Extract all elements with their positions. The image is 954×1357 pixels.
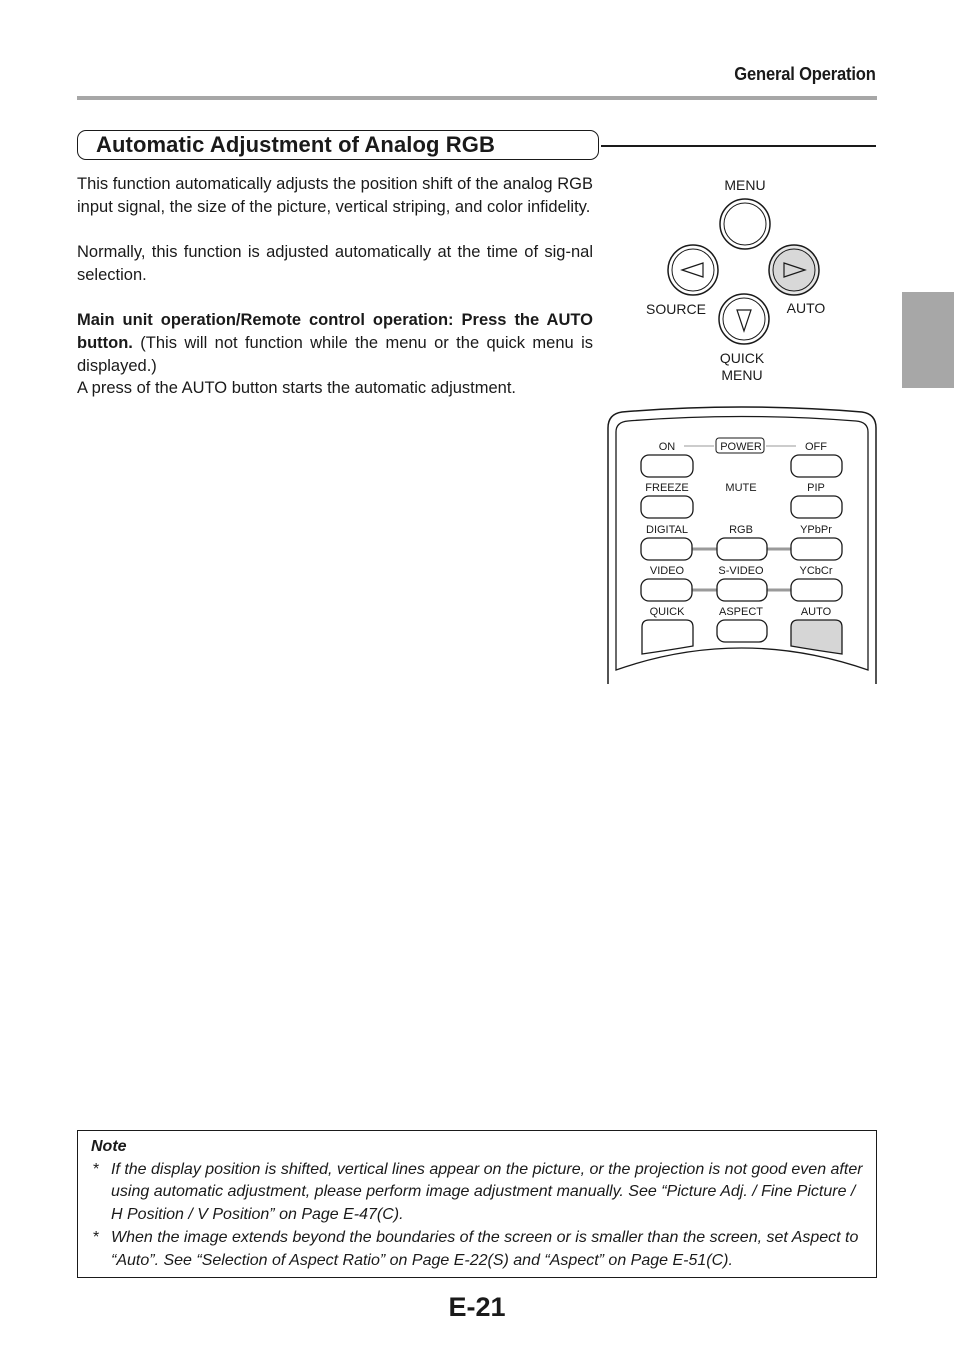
remote-freeze-button bbox=[641, 496, 693, 518]
section-label: General Operation bbox=[734, 64, 876, 84]
note-item bbox=[91, 1159, 866, 1227]
operation-instruction: Main unit operation/Remote control operation: Press the AUTO button. bbox=[77, 311, 593, 352]
source-button bbox=[668, 245, 718, 295]
remote-label-off: OFF bbox=[805, 441, 827, 453]
remote-label-aspect: ASPECT bbox=[718, 606, 764, 618]
remote-pip-button bbox=[791, 496, 842, 518]
main-unit-panel bbox=[646, 177, 825, 383]
remote-label-freeze: FREEZE bbox=[645, 482, 689, 494]
auto-button bbox=[769, 245, 819, 295]
remote-s-video-button bbox=[717, 579, 767, 601]
remote-auto-button bbox=[791, 620, 842, 654]
source-label: SOURCE bbox=[646, 301, 706, 317]
remote-control bbox=[608, 407, 876, 684]
remote-digital-button bbox=[641, 538, 692, 560]
bullet-asterisk: * bbox=[93, 1160, 100, 1178]
paragraph-result: A press of the AUTO button starts the automatic adjustment. bbox=[77, 379, 517, 398]
remote-label-s-video: S-VIDEO bbox=[718, 565, 764, 577]
note-title: Note bbox=[91, 1138, 127, 1155]
remote-quick-button bbox=[642, 620, 693, 654]
button-diagram bbox=[600, 170, 890, 690]
auto-label: AUTO bbox=[786, 300, 826, 316]
operation-caveat: (This will not function while the menu or the quick menu is displayed.) bbox=[77, 333, 593, 375]
paragraph-operation bbox=[77, 309, 593, 377]
remote-label-pip: PIP bbox=[807, 482, 825, 494]
quick-menu-label-line1: QUICK bbox=[719, 350, 765, 366]
paragraph-intro: This function automatically adjusts the position shift of the analog RGB input signal, the size of the picture, vertical striping, and color infidelity. bbox=[77, 175, 593, 216]
remote-label-ypbpr: YPbPr bbox=[800, 524, 832, 536]
remote-video-button bbox=[641, 579, 692, 601]
remote-label-ycbcr: YCbCr bbox=[799, 565, 833, 577]
note-text: If the display position is shifted, vertical lines appear on the picture, or the projection is not good even after using automatic adjustment, please perform image adjustment manually. See “Picture Adj. / Fine Picture / H Position / V Position” on Page E-47(C). bbox=[111, 1160, 863, 1224]
remote-aspect-button bbox=[717, 620, 767, 642]
note-box bbox=[77, 1130, 877, 1278]
remote-label-video: VIDEO bbox=[649, 565, 685, 577]
paragraph-normal: Normally, this function is adjusted automatically at the time of sig-nal selection. bbox=[77, 243, 593, 284]
remote-label-mute: MUTE bbox=[725, 482, 757, 494]
title-rule bbox=[601, 145, 876, 147]
note-item bbox=[91, 1227, 866, 1272]
menu-label: MENU bbox=[724, 177, 766, 193]
remote-ycbcr-button bbox=[791, 579, 842, 601]
menu-button bbox=[720, 199, 770, 249]
remote-off-button bbox=[791, 455, 842, 477]
page-title: Automatic Adjustment of Analog RGB bbox=[77, 130, 599, 160]
remote-on-button bbox=[641, 455, 693, 477]
remote-ypbpr-button bbox=[791, 538, 842, 560]
quick-menu-label-line2: MENU bbox=[721, 367, 763, 383]
bullet-asterisk: * bbox=[93, 1228, 100, 1246]
body-text bbox=[77, 173, 593, 400]
remote-label-power: POWER bbox=[720, 441, 762, 453]
note-text: When the image extends beyond the boundaries of the screen or is smaller than the screen, set Aspect to “Auto”. See “Selection of Aspect Ratio” on Page E-22(S) and “Aspect” on Page E-51(C). bbox=[111, 1228, 859, 1269]
remote-label-rgb: RGB bbox=[729, 524, 753, 536]
header-rule bbox=[77, 96, 877, 100]
remote-label-auto: AUTO bbox=[800, 606, 832, 618]
remote-label-on: ON bbox=[658, 441, 676, 453]
page-number: E-21 bbox=[448, 1292, 506, 1322]
remote-rgb-button bbox=[717, 538, 767, 560]
remote-label-quick: QUICK bbox=[649, 606, 685, 618]
quick-menu-button bbox=[719, 294, 769, 344]
remote-label-digital: DIGITAL bbox=[646, 524, 688, 536]
side-tab-marker bbox=[902, 292, 954, 388]
